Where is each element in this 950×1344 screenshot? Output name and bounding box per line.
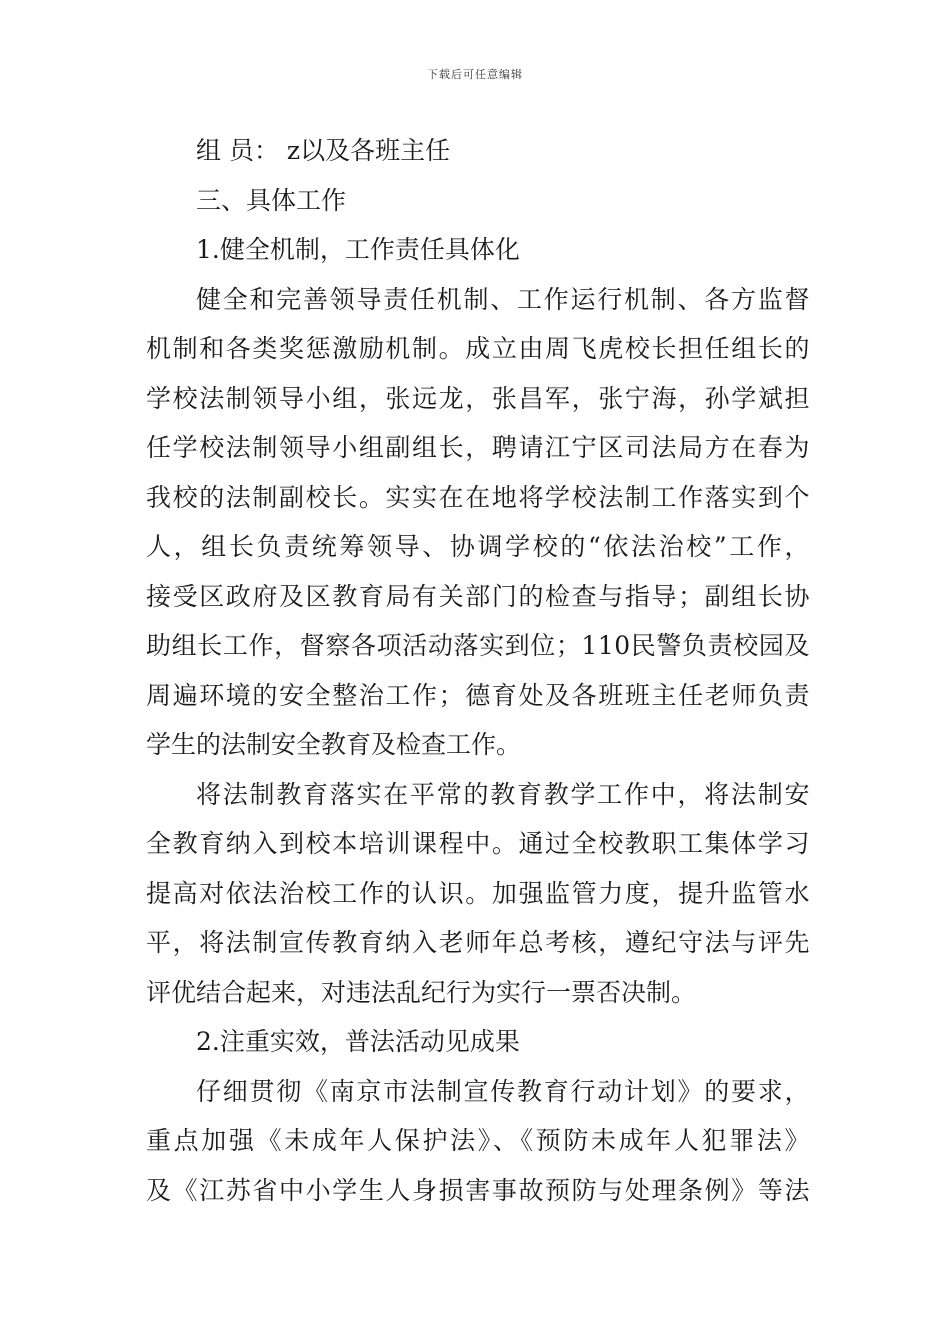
text-line: 评优结合起来，对违法乱纪行为实行一票否决制。	[146, 977, 697, 1007]
document-body	[146, 126, 810, 1215]
text-line: 2.注重实效，普法活动见成果	[196, 1027, 520, 1056]
text-line: 重点加强《未成年人保护法》、《预防未成年人犯罪法》	[146, 1126, 810, 1155]
text-line: 健全和完善领导责任机制、工作运行机制、各方监督	[196, 284, 810, 314]
text-line: 1.健全机制，工作责任具体化	[196, 235, 520, 264]
text-line: 组 员： z以及各班主任	[196, 136, 451, 165]
text-line: 提高对依法治校工作的认识。加强监管力度，提升监管水	[146, 878, 810, 908]
text-line: 及《江苏省中小学生人身损害事故预防与处理条例》等法	[146, 1175, 810, 1205]
page-header: 下载后可任意编辑	[427, 68, 523, 81]
text-line: 接受区政府及区教育局有关部门的检查与指导；副组长协	[146, 581, 810, 611]
text-line: 我校的法制副校长。实实在在地将学校法制工作落实到个	[146, 482, 810, 512]
text-line: 人，组长负责统筹领导、协调学校的“依法治校”工作，	[146, 532, 810, 561]
text-line: 学校法制领导小组，张远龙，张昌军，张宁海，孙学斌担	[146, 383, 810, 413]
text-line: 三、具体工作	[196, 185, 347, 215]
text-line: 全教育纳入到校本培训课程中。通过全校教职工集体学习	[146, 829, 810, 858]
text-line: 任学校法制领导小组副组长，聘请江宁区司法局方在春为	[146, 433, 810, 462]
text-line: 机制和各类奖惩激励机制。成立由周飞虎校长担任组长的	[146, 334, 810, 363]
text-line: 将法制教育落实在平常的教育教学工作中，将法制安	[196, 779, 810, 809]
text-line: 学生的法制安全教育及检查工作。	[146, 730, 522, 759]
text-line: 平，将法制宣传教育纳入老师年总考核，遵纪守法与评先	[146, 928, 810, 957]
text-line: 仔细贯彻《南京市法制宣传教育行动计划》的要求，	[196, 1076, 810, 1106]
text-line: 助组长工作，督察各项活动落实到位；110民警负责校园及	[146, 631, 810, 660]
text-line: 周遍环境的安全整治工作；德育处及各班班主任老师负责	[146, 680, 810, 710]
